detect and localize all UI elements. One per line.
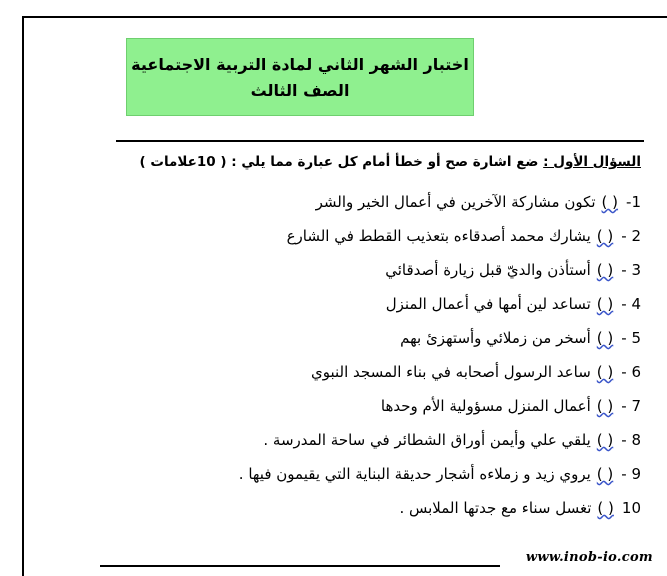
answer-blank[interactable]: ( ) bbox=[596, 397, 614, 415]
answer-blank[interactable]: ( ) bbox=[596, 227, 614, 245]
list-item bbox=[121, 394, 641, 428]
item-number: 4 - bbox=[621, 295, 641, 313]
item-number: 5 - bbox=[621, 329, 641, 347]
item-number: 10 bbox=[621, 499, 641, 517]
answer-blank[interactable]: ( ) bbox=[596, 465, 614, 483]
answer-blank[interactable]: ( ) bbox=[596, 363, 614, 381]
item-text: يروي زيد و زملاءه أشجار حديقة البناية التي يقيمون فيها . bbox=[238, 465, 591, 483]
footer-divider bbox=[100, 565, 500, 567]
item-number: 7 - bbox=[621, 397, 641, 415]
item-text: يشارك محمد أصدقاءه بتعذيب القطط في الشارع bbox=[286, 227, 591, 245]
list-item bbox=[121, 190, 641, 224]
list-item bbox=[121, 360, 641, 394]
list-item bbox=[121, 258, 641, 292]
item-text: أسخر من زملائي وأستهزئ بهم bbox=[400, 329, 591, 347]
item-number: 3 - bbox=[621, 261, 641, 279]
answer-blank[interactable]: ( ) bbox=[596, 261, 614, 279]
item-text: أستأذن والديّ قبل زيارة أصدقائي bbox=[385, 261, 591, 279]
statements-list bbox=[121, 190, 641, 530]
footer-url: www.inob-io.com bbox=[525, 550, 653, 565]
grade-label: الصف الثالث bbox=[250, 81, 350, 100]
item-text: تساعد لين أمها في أعمال المنزل bbox=[385, 295, 591, 313]
list-item bbox=[121, 496, 641, 530]
item-number: 2 - bbox=[621, 227, 641, 245]
item-text: تغسل سناء مع جدتها الملابس . bbox=[399, 499, 592, 517]
question-instruction: ضع اشارة صح أو خطأ أمام كل عبارة مما يلي : ( 10علامات ) bbox=[139, 154, 539, 170]
answer-blank[interactable]: ( ) bbox=[601, 193, 619, 211]
divider-line bbox=[116, 140, 644, 142]
list-item bbox=[121, 462, 641, 496]
exam-title-box bbox=[126, 38, 474, 116]
item-text: ساعد الرسول أصحابه في بناء المسجد النبوي bbox=[310, 363, 591, 381]
list-item bbox=[121, 326, 641, 360]
list-item bbox=[121, 292, 641, 326]
answer-blank[interactable]: ( ) bbox=[596, 329, 614, 347]
list-item bbox=[121, 428, 641, 462]
item-number: 6 - bbox=[621, 363, 641, 381]
item-number: 9 - bbox=[621, 465, 641, 483]
exam-title: اختبار الشهر الثاني لمادة التربية الاجتماعية bbox=[131, 55, 469, 74]
item-text: أعمال المنزل مسؤولية الأم وحدها bbox=[380, 397, 591, 415]
question-label: السؤال الأول : bbox=[543, 154, 641, 170]
item-number: 8 - bbox=[621, 431, 641, 449]
item-number: 1- bbox=[626, 193, 641, 211]
answer-blank[interactable]: ( ) bbox=[596, 431, 614, 449]
item-text: تكون مشاركة الآخرين في أعمال الخير والشر bbox=[315, 193, 596, 211]
question-heading bbox=[140, 154, 641, 170]
list-item bbox=[121, 224, 641, 258]
answer-blank[interactable]: ( ) bbox=[596, 295, 614, 313]
answer-blank[interactable]: ( ) bbox=[597, 499, 614, 517]
item-text: يلقي علي وأيمن أوراق الشطائر في ساحة المدرسة . bbox=[263, 431, 591, 449]
